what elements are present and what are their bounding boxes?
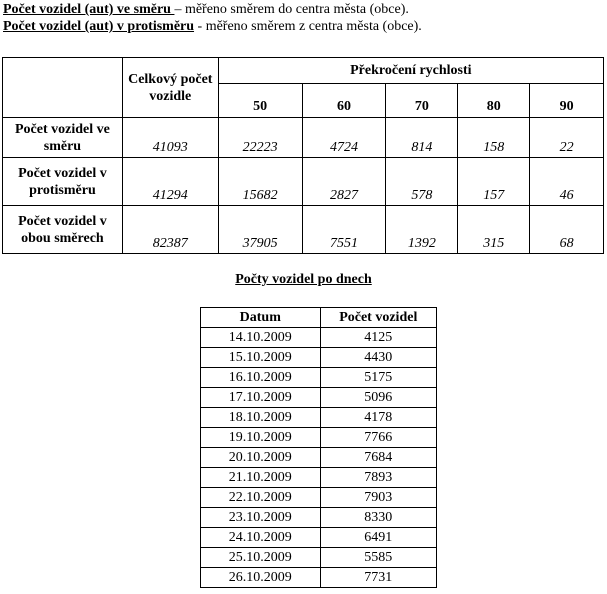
speed-50-value: 15682 <box>218 158 302 206</box>
speed-70-value: 1392 <box>386 206 458 254</box>
date-cell: 17.10.2009 <box>201 388 321 408</box>
table-row <box>201 388 437 408</box>
date-cell: 16.10.2009 <box>201 368 321 388</box>
table-row <box>201 448 437 468</box>
row-label: Počet vozidel v obou směrech <box>3 206 123 254</box>
vehicle-count-cell: 7766 <box>320 428 436 448</box>
speed-80-value: 315 <box>458 206 530 254</box>
vehicle-count-cell: 8330 <box>320 508 436 528</box>
daily-counts-body <box>201 328 437 588</box>
table-row <box>201 468 437 488</box>
date-cell: 15.10.2009 <box>201 348 321 368</box>
table-row <box>3 206 604 254</box>
date-column-header: Datum <box>201 308 321 328</box>
speed-50-header: 50 <box>218 84 302 118</box>
definition-line-direction <box>3 1 422 18</box>
speed-exceed-header: Překročení rychlosti <box>218 58 603 84</box>
speed-60-value: 2827 <box>302 158 386 206</box>
corner-cell <box>3 58 123 118</box>
table-row <box>201 408 437 428</box>
definition-direction-text: měřeno směrem do centra města (obce). <box>184 2 409 17</box>
table-row <box>201 368 437 388</box>
definition-dash: – <box>174 2 185 17</box>
table-row <box>201 528 437 548</box>
total-value: 82387 <box>122 206 218 254</box>
speed-summary-table <box>2 57 604 254</box>
date-cell: 22.10.2009 <box>201 488 321 508</box>
term-direction: Počet vozidel (aut) ve směru <box>3 2 175 17</box>
vehicle-count-cell: 7893 <box>320 468 436 488</box>
row-label: Počet vozidel ve směru <box>3 118 123 158</box>
speed-80-value: 157 <box>458 158 530 206</box>
vehicle-count-cell: 5096 <box>320 388 436 408</box>
table-row <box>201 548 437 568</box>
speed-80-value: 158 <box>458 118 530 158</box>
speed-80-header: 80 <box>458 84 530 118</box>
vehicle-count-cell: 7731 <box>320 568 436 588</box>
definitions <box>3 1 422 35</box>
date-cell: 20.10.2009 <box>201 448 321 468</box>
speed-70-value: 814 <box>386 118 458 158</box>
definition-line-opposite <box>3 18 422 35</box>
vehicle-count-cell: 7684 <box>320 448 436 468</box>
table-row <box>201 348 437 368</box>
speed-60-value: 7551 <box>302 206 386 254</box>
table-row <box>3 158 604 206</box>
speed-70-value: 578 <box>386 158 458 206</box>
date-cell: 19.10.2009 <box>201 428 321 448</box>
table-row <box>201 428 437 448</box>
daily-counts-table <box>200 307 437 588</box>
speed-70-header: 70 <box>386 84 458 118</box>
speed-60-header: 60 <box>302 84 386 118</box>
date-cell: 26.10.2009 <box>201 568 321 588</box>
speed-90-value: 46 <box>530 158 604 206</box>
vehicle-count-cell: 4430 <box>320 348 436 368</box>
table-row <box>201 508 437 528</box>
vehicle-count-cell: 4178 <box>320 408 436 428</box>
date-cell: 21.10.2009 <box>201 468 321 488</box>
vehicle-count-cell: 4125 <box>320 328 436 348</box>
count-column-header: Počet vozidel <box>320 308 436 328</box>
speed-60-value: 4724 <box>302 118 386 158</box>
date-cell: 14.10.2009 <box>201 328 321 348</box>
term-opposite: Počet vozidel (aut) v protisměru <box>3 19 195 34</box>
table-row <box>3 118 604 158</box>
vehicle-count-cell: 6491 <box>320 528 436 548</box>
total-vehicles-header: Celkový počet vozidle <box>122 58 218 118</box>
table-row <box>201 568 437 588</box>
total-value: 41093 <box>122 118 218 158</box>
speed-90-value: 68 <box>530 206 604 254</box>
date-cell: 25.10.2009 <box>201 548 321 568</box>
vehicle-count-cell: 5175 <box>320 368 436 388</box>
date-cell: 18.10.2009 <box>201 408 321 428</box>
speed-50-value: 37905 <box>218 206 302 254</box>
daily-counts-title: Počty vozidel po dnech <box>235 272 372 287</box>
date-cell: 23.10.2009 <box>201 508 321 528</box>
date-cell: 24.10.2009 <box>201 528 321 548</box>
row-label: Počet vozidel v protisměru <box>3 158 123 206</box>
vehicle-count-cell: 7903 <box>320 488 436 508</box>
speed-50-value: 22223 <box>218 118 302 158</box>
table-row <box>201 328 437 348</box>
speed-90-header: 90 <box>530 84 604 118</box>
definition-opposite-text: - měřeno směrem z centra města (obce). <box>194 19 422 34</box>
table-row <box>201 488 437 508</box>
vehicle-count-cell: 5585 <box>320 548 436 568</box>
speed-90-value: 22 <box>530 118 604 158</box>
total-value: 41294 <box>122 158 218 206</box>
